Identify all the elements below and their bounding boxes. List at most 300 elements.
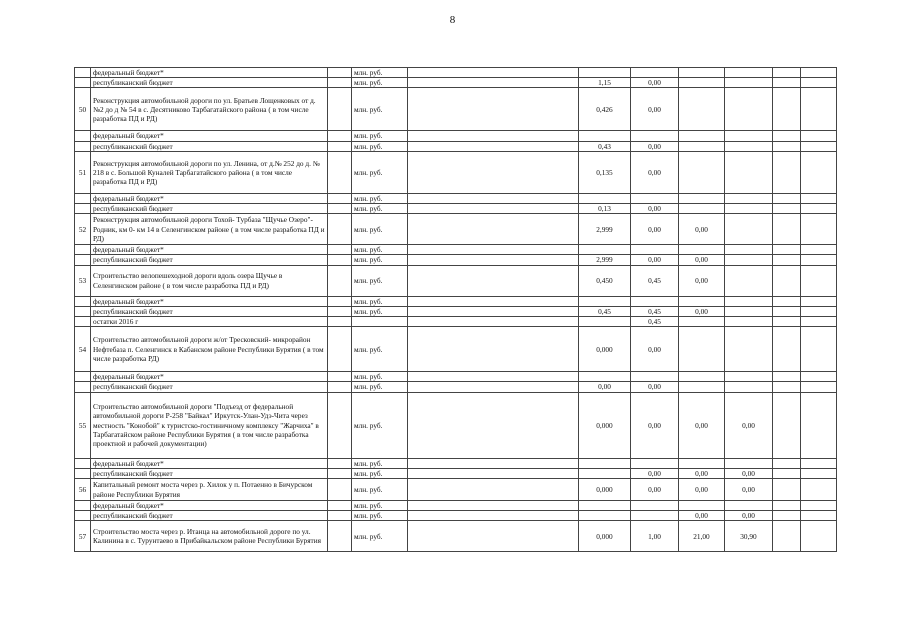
value-cell (773, 141, 801, 151)
value-cell (679, 151, 725, 193)
description-cell: республиканский бюджет (91, 511, 328, 521)
value-cell: 0,00 (631, 204, 679, 214)
value-cell: 2,999 (579, 255, 631, 265)
value-cell (679, 372, 725, 382)
spacer-cell (328, 458, 352, 468)
description-cell: федеральный бюджет* (91, 296, 328, 306)
spacer-cell (328, 78, 352, 88)
table-row (75, 382, 837, 392)
value-cell (579, 296, 631, 306)
value-cell: 0,45 (579, 306, 631, 316)
table-row (75, 372, 837, 382)
value-cell (408, 131, 579, 141)
spacer-cell (328, 468, 352, 478)
value-cell (725, 265, 773, 296)
row-number-cell (75, 255, 91, 265)
value-cell (773, 511, 801, 521)
row-number-cell (75, 204, 91, 214)
value-cell (801, 317, 837, 327)
value-cell (631, 511, 679, 521)
value-cell (801, 501, 837, 511)
value-cell (579, 372, 631, 382)
value-cell (631, 501, 679, 511)
value-cell (725, 245, 773, 255)
unit-cell: млн. руб. (352, 382, 408, 392)
value-cell (408, 78, 579, 88)
description-cell: федеральный бюджет* (91, 131, 328, 141)
value-cell (773, 382, 801, 392)
value-cell (773, 296, 801, 306)
table-row (75, 255, 837, 265)
value-cell (773, 214, 801, 245)
value-cell (725, 372, 773, 382)
value-cell: 0,00 (631, 88, 679, 131)
value-cell (801, 214, 837, 245)
value-cell (725, 327, 773, 372)
table-row (75, 306, 837, 316)
value-cell (408, 68, 579, 78)
row-number-cell (75, 468, 91, 478)
description-cell: республиканский бюджет (91, 468, 328, 478)
spacer-cell (328, 511, 352, 521)
value-cell (773, 479, 801, 501)
value-cell (801, 193, 837, 203)
description-cell: республиканский бюджет (91, 306, 328, 316)
value-cell (773, 88, 801, 131)
table-row (75, 78, 837, 88)
value-cell (408, 317, 579, 327)
value-cell: 0,00 (725, 479, 773, 501)
value-cell (679, 458, 725, 468)
value-cell (679, 382, 725, 392)
value-cell (408, 306, 579, 316)
value-cell: 0,00 (631, 327, 679, 372)
row-number-cell: 53 (75, 265, 91, 296)
table-row (75, 521, 837, 552)
unit-cell: млн. руб. (352, 501, 408, 511)
description-cell: республиканский бюджет (91, 382, 328, 392)
table-row (75, 265, 837, 296)
description-cell: федеральный бюджет* (91, 245, 328, 255)
spacer-cell (328, 68, 352, 78)
unit-cell: млн. руб. (352, 88, 408, 131)
value-cell (679, 317, 725, 327)
value-cell (801, 479, 837, 501)
description-cell: федеральный бюджет* (91, 458, 328, 468)
value-cell: 0,000 (579, 521, 631, 552)
description-cell: Строительство моста через р. Итанца на автомобильной дороге по ул. Калинина в с. Турунтаево в Прибайкальском районе Республики Бурятия (91, 521, 328, 552)
row-number-cell (75, 68, 91, 78)
spacer-cell (328, 88, 352, 131)
description-cell: остатки 2016 г (91, 317, 328, 327)
value-cell (801, 392, 837, 458)
value-cell: 0,00 (679, 306, 725, 316)
value-cell (579, 511, 631, 521)
value-cell (801, 68, 837, 78)
value-cell (801, 458, 837, 468)
value-cell (679, 88, 725, 131)
table-row (75, 501, 837, 511)
value-cell: 0,00 (725, 511, 773, 521)
value-cell: 30,90 (725, 521, 773, 552)
unit-cell: млн. руб. (352, 193, 408, 203)
row-number-cell (75, 131, 91, 141)
value-cell (679, 501, 725, 511)
value-cell (408, 501, 579, 511)
value-cell (801, 131, 837, 141)
value-cell (725, 382, 773, 392)
value-cell (725, 204, 773, 214)
value-cell: 0,00 (679, 392, 725, 458)
unit-cell: млн. руб. (352, 131, 408, 141)
value-cell (408, 392, 579, 458)
value-cell (408, 468, 579, 478)
value-cell: 0,00 (631, 479, 679, 501)
value-cell (801, 296, 837, 306)
unit-cell: млн. руб. (352, 372, 408, 382)
table-row (75, 214, 837, 245)
spacer-cell (328, 296, 352, 306)
value-cell: 0,00 (631, 255, 679, 265)
value-cell (773, 306, 801, 316)
value-cell (679, 327, 725, 372)
value-cell (725, 151, 773, 193)
unit-cell: млн. руб. (352, 78, 408, 88)
value-cell: 2,999 (579, 214, 631, 245)
spacer-cell (328, 306, 352, 316)
value-cell (679, 141, 725, 151)
value-cell: 0,000 (579, 327, 631, 372)
value-cell: 0,00 (631, 141, 679, 151)
value-cell (408, 245, 579, 255)
description-cell: Реконструкция автомобильной дороги по ул. Братьев Лощенковых от д.№2 до д № 54 в с. Десятниково Тарбагатайского района ( в том числе разработка ПД и РД) (91, 88, 328, 131)
value-cell (801, 468, 837, 478)
value-cell (408, 193, 579, 203)
spacer-cell (328, 372, 352, 382)
unit-cell: млн. руб. (352, 255, 408, 265)
value-cell (631, 296, 679, 306)
value-cell: 0,000 (579, 479, 631, 501)
value-cell: 1,15 (579, 78, 631, 88)
unit-cell: млн. руб. (352, 327, 408, 372)
unit-cell: млн. руб. (352, 296, 408, 306)
value-cell: 0,00 (725, 392, 773, 458)
spacer-cell (328, 141, 352, 151)
value-cell (725, 501, 773, 511)
value-cell (773, 392, 801, 458)
value-cell: 0,00 (679, 214, 725, 245)
value-cell: 0,45 (631, 306, 679, 316)
value-cell (631, 193, 679, 203)
row-number-cell (75, 317, 91, 327)
unit-cell: млн. руб. (352, 511, 408, 521)
value-cell: 0,00 (631, 151, 679, 193)
table-row (75, 296, 837, 306)
value-cell: 0,00 (679, 479, 725, 501)
value-cell: 0,00 (679, 265, 725, 296)
value-cell (773, 193, 801, 203)
spacer-cell (328, 204, 352, 214)
value-cell (725, 317, 773, 327)
value-cell (679, 78, 725, 88)
value-cell (801, 382, 837, 392)
value-cell (631, 372, 679, 382)
table-row (75, 193, 837, 203)
value-cell (408, 382, 579, 392)
value-cell (801, 141, 837, 151)
unit-cell: млн. руб. (352, 214, 408, 245)
spacer-cell (328, 382, 352, 392)
value-cell (801, 78, 837, 88)
value-cell: 0,00 (725, 468, 773, 478)
description-cell: Строительство автомобильной дороги "Подъезд от федеральной автомобильной дороги Р-258 "Байкал" Иркутск-Улан-Удэ-Чита через местность "Конобой" к туристско-гостиничному комплексу "Жарчиха" в Тарбагатайском районе Республики Бурятия ( в том числе разработка проектной и рабочей документации) (91, 392, 328, 458)
description-cell: федеральный бюджет* (91, 193, 328, 203)
value-cell (773, 245, 801, 255)
unit-cell: млн. руб. (352, 141, 408, 151)
value-cell (773, 131, 801, 141)
row-number-cell: 50 (75, 88, 91, 131)
value-cell (408, 327, 579, 372)
spacer-cell (328, 193, 352, 203)
description-cell: Строительство велопешеходной дороги вдоль озера Щучье в Селенгинском районе ( в том числе разработка ПД и РД) (91, 265, 328, 296)
table-row (75, 141, 837, 151)
value-cell (725, 458, 773, 468)
value-cell: 0,00 (631, 214, 679, 245)
value-cell (773, 317, 801, 327)
value-cell (773, 372, 801, 382)
value-cell (773, 458, 801, 468)
table-row (75, 327, 837, 372)
description-cell: республиканский бюджет (91, 204, 328, 214)
value-cell (773, 521, 801, 552)
description-cell: республиканский бюджет (91, 141, 328, 151)
row-number-cell (75, 245, 91, 255)
value-cell: 0,43 (579, 141, 631, 151)
value-cell (408, 479, 579, 501)
value-cell (631, 458, 679, 468)
value-cell (408, 151, 579, 193)
description-cell: федеральный бюджет* (91, 372, 328, 382)
spacer-cell (328, 521, 352, 552)
value-cell (801, 88, 837, 131)
value-cell (679, 296, 725, 306)
value-cell: 0,00 (631, 382, 679, 392)
value-cell (631, 245, 679, 255)
value-cell (725, 306, 773, 316)
value-cell (801, 265, 837, 296)
unit-cell: млн. руб. (352, 521, 408, 552)
value-cell (579, 193, 631, 203)
unit-cell: млн. руб. (352, 458, 408, 468)
row-number-cell (75, 296, 91, 306)
table-row (75, 458, 837, 468)
value-cell (408, 372, 579, 382)
value-cell (408, 296, 579, 306)
row-number-cell: 51 (75, 151, 91, 193)
description-cell: Реконструкция автомобильной дороги по ул. Ленина, от д.№ 252 до д. № 218 в с. Большой Куналей Тарбагатайского района ( в том числе разработка ПД и РД) (91, 151, 328, 193)
value-cell: 0,45 (631, 317, 679, 327)
spacer-cell (328, 131, 352, 141)
spacer-cell (328, 317, 352, 327)
value-cell: 0,00 (679, 468, 725, 478)
value-cell (773, 78, 801, 88)
value-cell: 0,450 (579, 265, 631, 296)
value-cell (773, 204, 801, 214)
value-cell (408, 458, 579, 468)
spacer-cell (328, 255, 352, 265)
unit-cell: млн. руб. (352, 265, 408, 296)
unit-cell: млн. руб. (352, 306, 408, 316)
table-row (75, 204, 837, 214)
value-cell (801, 372, 837, 382)
value-cell (408, 265, 579, 296)
description-cell: федеральный бюджет* (91, 68, 328, 78)
value-cell (408, 141, 579, 151)
value-cell (725, 214, 773, 245)
budget-table (74, 67, 837, 552)
value-cell (579, 245, 631, 255)
table-row (75, 511, 837, 521)
spacer-cell (328, 265, 352, 296)
value-cell: 0,00 (631, 468, 679, 478)
unit-cell: млн. руб. (352, 151, 408, 193)
value-cell (579, 468, 631, 478)
value-cell: 0,13 (579, 204, 631, 214)
value-cell (725, 193, 773, 203)
value-cell (773, 265, 801, 296)
row-number-cell (75, 78, 91, 88)
value-cell (631, 131, 679, 141)
value-cell (801, 306, 837, 316)
value-cell (579, 458, 631, 468)
value-cell (773, 327, 801, 372)
row-number-cell (75, 306, 91, 316)
value-cell (725, 141, 773, 151)
value-cell (579, 317, 631, 327)
value-cell (725, 68, 773, 78)
value-cell (579, 501, 631, 511)
table-row (75, 245, 837, 255)
value-cell (801, 245, 837, 255)
value-cell (773, 151, 801, 193)
value-cell (773, 501, 801, 511)
description-cell: республиканский бюджет (91, 78, 328, 88)
value-cell (679, 245, 725, 255)
value-cell (408, 511, 579, 521)
value-cell (801, 151, 837, 193)
row-number-cell: 52 (75, 214, 91, 245)
value-cell: 0,135 (579, 151, 631, 193)
value-cell (679, 68, 725, 78)
description-cell: федеральный бюджет* (91, 501, 328, 511)
value-cell: 0,45 (631, 265, 679, 296)
value-cell: 0,00 (631, 392, 679, 458)
unit-cell: млн. руб. (352, 245, 408, 255)
value-cell (679, 131, 725, 141)
description-cell: Капитальный ремонт моста через р. Хилок у п. Потаенно в Бичурском районе Республики Бурятия (91, 479, 328, 501)
unit-cell: млн. руб. (352, 204, 408, 214)
row-number-cell: 55 (75, 392, 91, 458)
row-number-cell: 56 (75, 479, 91, 501)
table-row (75, 88, 837, 131)
value-cell (725, 88, 773, 131)
value-cell (773, 255, 801, 265)
table-row (75, 151, 837, 193)
value-cell (408, 204, 579, 214)
value-cell (725, 131, 773, 141)
value-cell (408, 255, 579, 265)
table-row (75, 468, 837, 478)
unit-cell: млн. руб. (352, 479, 408, 501)
value-cell (631, 68, 679, 78)
value-cell: 0,000 (579, 392, 631, 458)
spacer-cell (328, 327, 352, 372)
table-row (75, 479, 837, 501)
spacer-cell (328, 501, 352, 511)
unit-cell: млн. руб. (352, 68, 408, 78)
value-cell (725, 255, 773, 265)
value-cell (679, 204, 725, 214)
value-cell (725, 296, 773, 306)
row-number-cell (75, 141, 91, 151)
value-cell: 1,00 (631, 521, 679, 552)
value-cell (801, 511, 837, 521)
spacer-cell (328, 392, 352, 458)
value-cell (408, 214, 579, 245)
page-number: 8 (449, 14, 456, 26)
row-number-cell (75, 511, 91, 521)
value-cell: 0,426 (579, 88, 631, 131)
value-cell (725, 78, 773, 88)
value-cell (801, 204, 837, 214)
description-cell: Реконструкция автомобильной дороги Тохой- Турбаза "Щучье Озеро"- Родник, км 0- км 14 в Селенгинском районе ( в том числе разработка ПД и РД) (91, 214, 328, 245)
value-cell (579, 68, 631, 78)
value-cell: 0,00 (631, 78, 679, 88)
row-number-cell (75, 193, 91, 203)
description-cell: Строительство автомобильной дороги ж/от Тресковский- микрорайон Нефтебаза п. Селенгинск в Кабанском районе Республики Бурятия ( в том числе разработка РД) (91, 327, 328, 372)
table-row (75, 131, 837, 141)
spacer-cell (328, 479, 352, 501)
unit-cell: млн. руб. (352, 468, 408, 478)
table-row (75, 317, 837, 327)
unit-cell (352, 317, 408, 327)
value-cell (579, 131, 631, 141)
row-number-cell (75, 501, 91, 511)
row-number-cell (75, 382, 91, 392)
description-cell: республиканский бюджет (91, 255, 328, 265)
table-row (75, 68, 837, 78)
value-cell (773, 468, 801, 478)
value-cell: 21,00 (679, 521, 725, 552)
row-number-cell: 57 (75, 521, 91, 552)
table-row (75, 392, 837, 458)
value-cell: 0,00 (579, 382, 631, 392)
value-cell: 0,00 (679, 511, 725, 521)
spacer-cell (328, 245, 352, 255)
unit-cell: млн. руб. (352, 392, 408, 458)
value-cell (679, 193, 725, 203)
value-cell (801, 521, 837, 552)
value-cell (773, 68, 801, 78)
row-number-cell (75, 458, 91, 468)
value-cell (408, 521, 579, 552)
spacer-cell (328, 151, 352, 193)
row-number-cell (75, 372, 91, 382)
value-cell (408, 88, 579, 131)
spacer-cell (328, 214, 352, 245)
value-cell (801, 327, 837, 372)
row-number-cell: 54 (75, 327, 91, 372)
